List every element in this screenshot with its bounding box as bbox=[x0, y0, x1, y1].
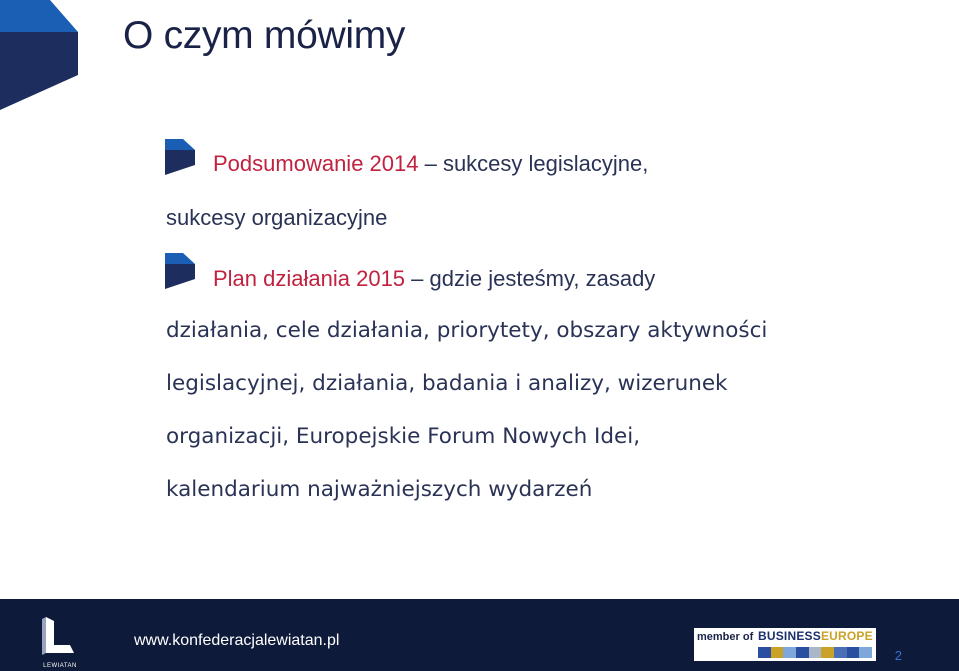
bullet-2-continuation: działania, cele działania, priorytety, obszary aktywności bbox=[166, 318, 768, 343]
page-number: 2 bbox=[894, 648, 902, 663]
bullet-1-highlight: Podsumowanie 2014 bbox=[213, 151, 419, 176]
bullet-2-text: – gdzie jesteśmy, zasady bbox=[405, 266, 656, 291]
bullet-2-highlight: Plan działania 2015 bbox=[213, 266, 406, 291]
badge-color-stripes bbox=[758, 647, 872, 658]
footer-url-link[interactable]: www.konfederacjalewiatan.pl bbox=[134, 632, 340, 649]
bullet-2-line bbox=[213, 266, 655, 292]
slide-bullet-icon bbox=[165, 253, 195, 289]
bullet-1-text: – sukcesy legislacyjne, bbox=[418, 151, 649, 176]
badge-brand-part2: EUROPE bbox=[820, 629, 873, 643]
bullet-1-line bbox=[213, 151, 648, 177]
businesseurope-badge bbox=[694, 628, 876, 661]
slide-title: O czym mówimy bbox=[123, 14, 406, 57]
lewiatan-footer-logo bbox=[40, 615, 80, 669]
bullet-2-continuation: organizacji, Europejskie Forum Nowych Idei, bbox=[166, 424, 641, 449]
slide-bullet-icon bbox=[165, 139, 195, 175]
bullet-2-continuation: legislacyjnej, działania, badania i analizy, wizerunek bbox=[166, 371, 728, 396]
badge-member-text: member of bbox=[697, 631, 754, 643]
bullet-2-continuation: kalendarium najważniejszych wydarzeń bbox=[166, 477, 593, 502]
footer-logo-text: LEWIATAN bbox=[43, 663, 77, 669]
lewiatan-corner-logo bbox=[0, 0, 82, 110]
bullet-1-continuation: sukcesy organizacyjne bbox=[166, 205, 388, 230]
badge-brand bbox=[758, 629, 873, 643]
slide-footer bbox=[0, 599, 959, 671]
badge-brand-part1: BUSINESS bbox=[758, 629, 821, 643]
